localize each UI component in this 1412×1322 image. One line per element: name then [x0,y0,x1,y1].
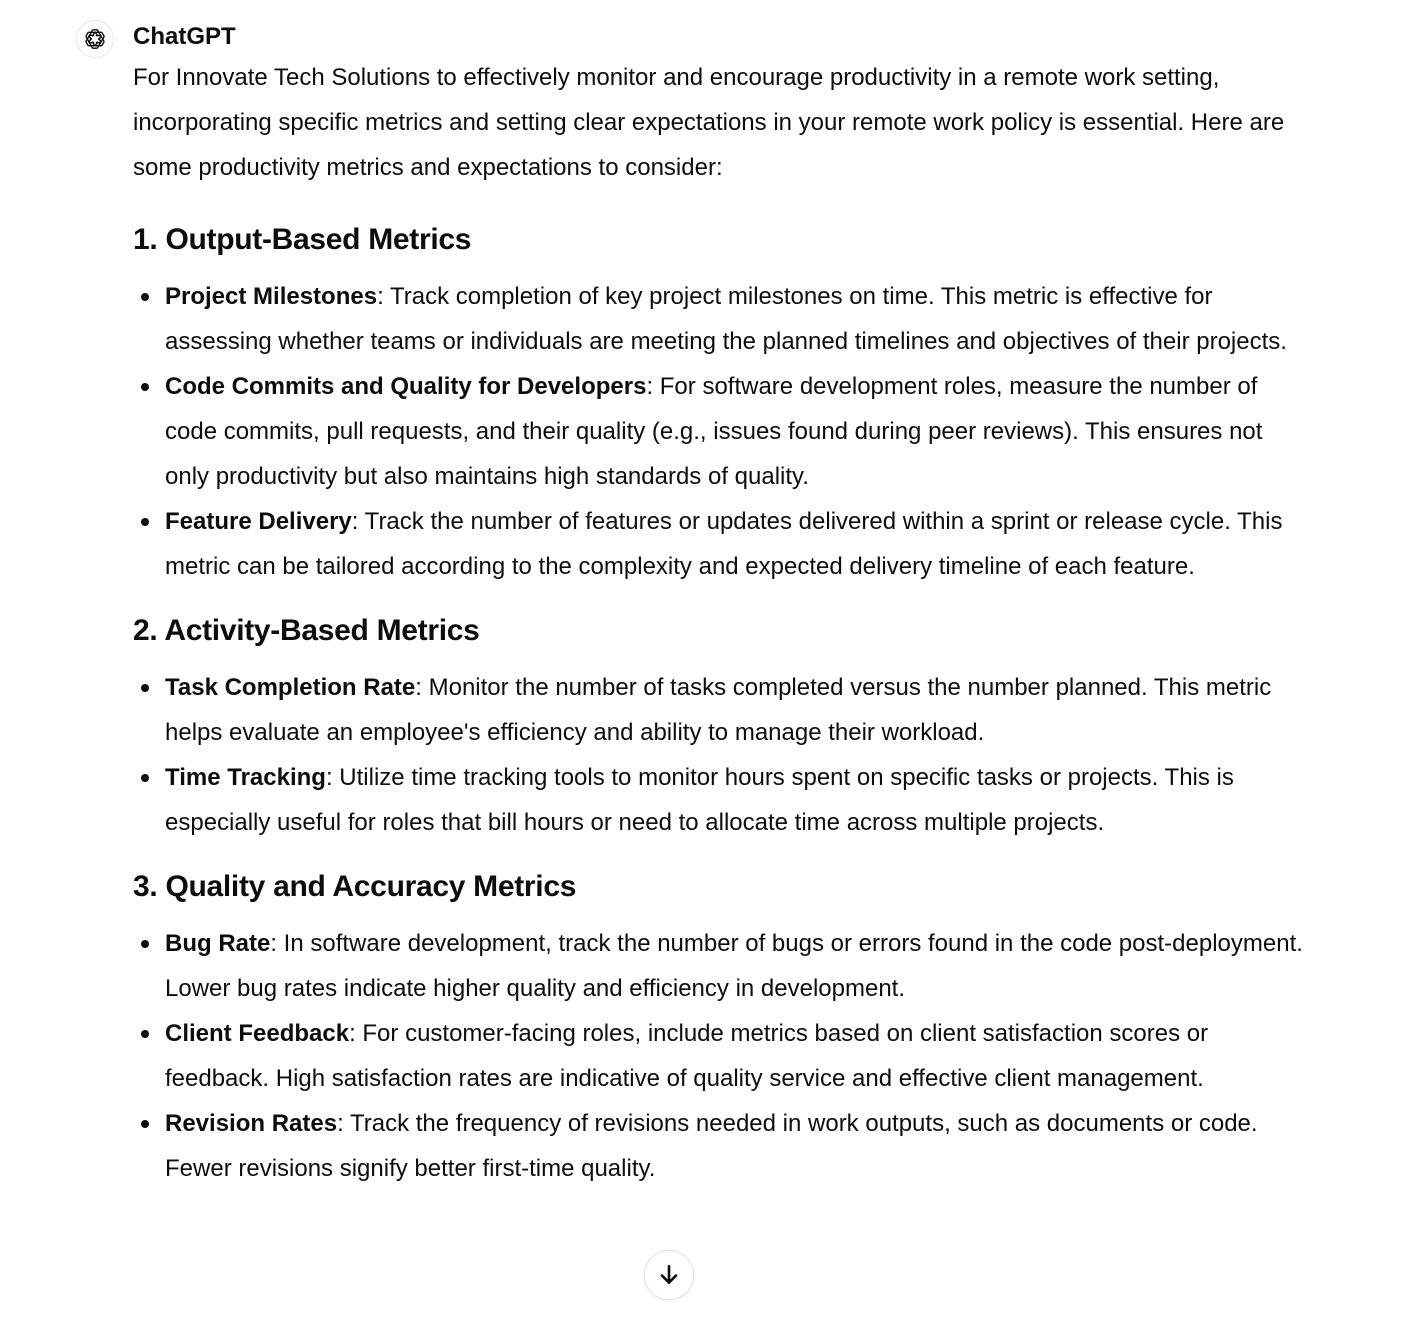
item-text: : Monitor the number of tasks completed versus the number planned. This metric helps evaluate an employee's efficiency and ability to manage their workload. [165,674,1272,746]
section-heading: 1. Output-Based Metrics [133,223,472,256]
item-text: : Track completion of key project milestones on time. This metric is effective for assessing whether teams or individuals are meeting the planned timelines and objectives of their projects. [165,283,1287,355]
chatgpt-avatar [76,20,114,58]
item-term: Project Milestones [165,283,378,310]
item-text: : Utilize time tracking tools to monitor hours spent on specific tasks or projects. This is especially useful for roles that bill hours or need to allocate time across multiple projects. [165,764,1234,836]
bullet-list [133,274,1313,589]
item-term: Client Feedback [165,1020,350,1047]
item-term: Feature Delivery [165,508,352,535]
item-term: Time Tracking [165,764,326,791]
list-item [165,755,1313,845]
list-item [165,274,1313,364]
bullet-list [133,665,1313,845]
list-item [165,665,1313,755]
item-term: Revision Rates [165,1110,338,1137]
item-text: : In software development, track the number of bugs or errors found in the code post-deployment. Lower bug rates indicate higher quality and efficiency in development. [165,930,1303,1002]
list-item [165,1101,1313,1191]
list-item [165,499,1313,589]
arrow-down-icon [656,1262,682,1288]
item-term: Bug Rate [165,930,271,957]
item-text: : Track the number of features or updates delivered within a sprint or release cycle. This metric can be tailored according to the complexity and expected delivery timeline of each feature. [165,508,1283,580]
list-item [165,1011,1313,1101]
bullet-list [133,921,1313,1191]
section-heading: 3. Quality and Accuracy Metrics [133,870,577,903]
item-text: : Track the frequency of revisions needed in work outputs, such as documents or code. Fewer revisions signify better first-time quality. [165,1110,1258,1182]
list-item [165,921,1313,1011]
assistant-message [133,55,1313,1191]
item-text: : For software development roles, measure the number of code commits, pull requests, and their quality (e.g., issues found during peer reviews). This ensures not only productivity but also maintains high standards of quality. [165,373,1263,490]
item-text: : For customer-facing roles, include metrics based on client satisfaction scores or feedback. High satisfaction rates are indicative of quality service and effective client management. [165,1020,1209,1092]
section-heading: 2. Activity-Based Metrics [133,614,480,647]
message-intro: For Innovate Tech Solutions to effectively monitor and encourage productivity in a remote work setting, incorporating specific metrics and setting clear expectations in your remote work policy is essential. Here are some productivity metrics and expectations to consider: [133,64,1285,181]
message-author: ChatGPT [133,23,236,50]
list-item [165,364,1313,499]
item-term: Task Completion Rate [165,674,416,701]
item-term: Code Commits and Quality for Developers [165,373,647,400]
scroll-to-bottom-button[interactable] [644,1250,694,1300]
openai-logo-icon [82,26,108,52]
